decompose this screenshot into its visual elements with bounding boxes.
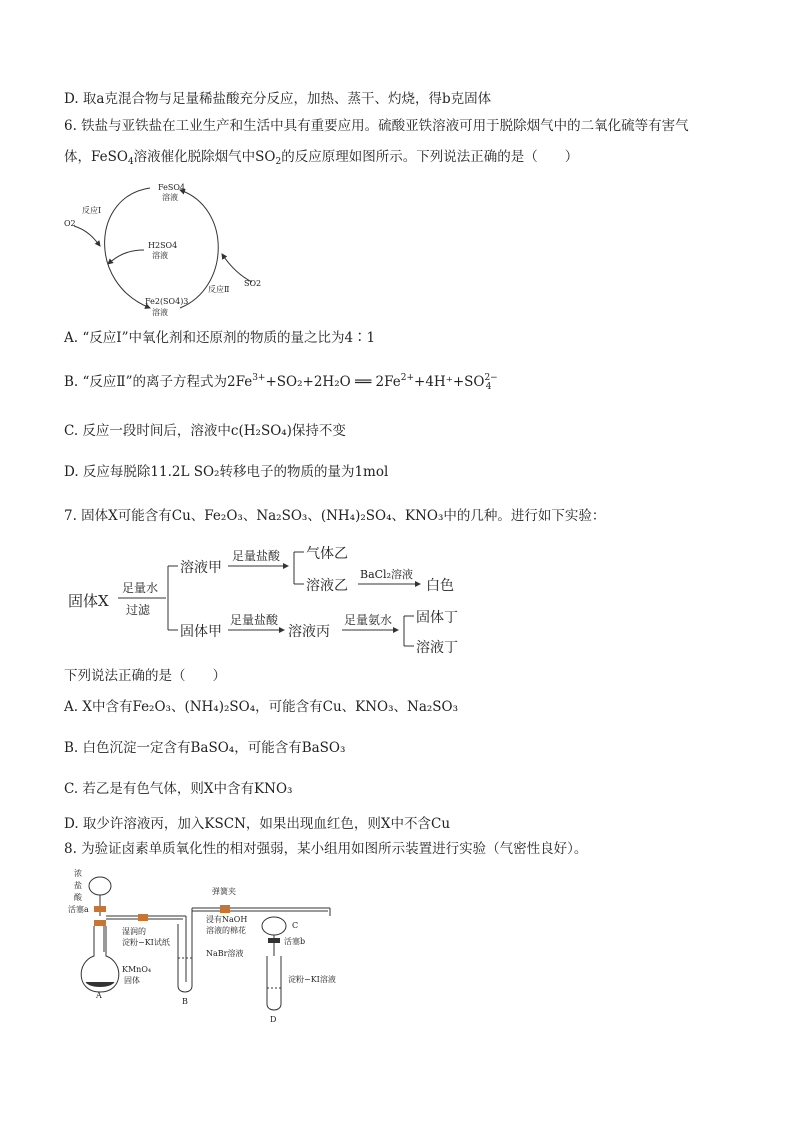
q6-stem-line1: 6. 铁盐与亚铁盐在工业生产和生活中具有重要应用。硫酸亚铁溶液可用于脱除烟气中的二氧化硫等有害气: [64, 118, 689, 134]
label-react2: 反应Ⅱ: [208, 285, 230, 294]
label-solid: 固体: [124, 976, 140, 985]
q6-sup: 2+: [400, 373, 415, 383]
so2-arrow: [222, 254, 252, 282]
q7-ask: 下列说法正确的是（ ）: [64, 668, 226, 684]
q8-stem: 8. 为验证卤素单质氧化性的相对强弱，某小组用如图所示装置进行实验（气密性良好）。: [64, 841, 588, 857]
q7-option-d: D. 取少许溶液丙，加入KSCN，如果出现血红色，则X中不含Cu: [64, 816, 451, 832]
q6-option-b-post: +4H⁺+SO: [414, 374, 485, 390]
flow-solid-x: 固体X: [68, 592, 109, 610]
q6-stem-part-b: 溶液催化脱除烟气中SO: [133, 149, 276, 165]
label-o2: O2: [64, 219, 76, 228]
label-kmno4: KMnO₄: [122, 965, 152, 974]
flow-ammonia: 足量氨水: [344, 613, 393, 627]
tube-joint: [138, 914, 148, 921]
flow-solid-jia: 固体甲: [180, 624, 222, 640]
q6-sub: 4: [127, 157, 134, 167]
label-feso4: FeSO4: [158, 183, 185, 192]
test-tube-d: [267, 956, 281, 1010]
q8-apparatus-diagram: [60, 864, 370, 1026]
label-a: A: [96, 991, 102, 1000]
label-h2so4: H2SO4: [148, 241, 178, 250]
q7-stem: 7. 固体X可能含有Cu、Fe₂O₃、Na₂SO₃、(NH₄)₂SO₄、KNO₃中的几种。进行如下实验：: [64, 508, 606, 524]
test-tube-b: [178, 924, 192, 992]
label-nabr: NaBr溶液: [206, 949, 244, 958]
q5-option-d: D. 取a克混合物与足量稀盐酸充分反应，加热、蒸干、灼烧，得b克固体: [64, 91, 492, 107]
o2-arrow: [74, 226, 100, 246]
label-d: D: [270, 1015, 277, 1024]
q6-option-c: C. 反应一段时间后，溶液中c(H₂SO₄)保持不变: [64, 423, 346, 439]
label-wet-1: 湿润的: [122, 927, 146, 936]
label-so2: SO2: [244, 279, 262, 288]
label-c: C: [292, 921, 299, 930]
q6-option-a: A. “反应Ⅰ”中氧化剂和还原剂的物质的量之比为4∶1: [64, 330, 376, 346]
q7-flowchart: [62, 538, 472, 660]
flow-white: 白色: [426, 578, 454, 594]
label-fe2so43: Fe2(SO4)3: [145, 297, 189, 306]
label-starch-ki: 淀粉−KI溶液: [288, 975, 336, 984]
q6-sup: 2−: [484, 373, 498, 383]
label-stopcock-b: 活塞b: [284, 937, 306, 946]
q6-option-b-eq: +SO₂+2H₂O ══ 2Fe: [265, 374, 401, 390]
label-feso4-sol: 溶液: [162, 193, 178, 202]
label-h2so4-sol: 溶液: [152, 251, 168, 260]
stopcock-b-icon: [268, 938, 280, 943]
cycle-arc-left: [105, 188, 150, 308]
flow-bacl2: BaCl₂溶液: [360, 568, 413, 581]
stopper-a: [94, 920, 106, 926]
stopcock-a-icon: [94, 906, 106, 912]
h2so4-arrow: [108, 250, 144, 264]
label-stopcock-a: 活塞a: [68, 905, 89, 914]
label-hcl-salt: 盐: [74, 881, 82, 890]
q6-stem-line2: [64, 148, 578, 171]
flow-sol-bing: 溶液丙: [288, 624, 330, 640]
spring-clip-icon: [220, 905, 230, 913]
funnel-a-bulb: [89, 877, 111, 895]
label-fe2so43-sol: 溶液: [152, 308, 168, 317]
label-acid: 酸: [74, 893, 82, 902]
flow-sol-ding: 溶液丁: [416, 640, 458, 656]
funnel-c: [262, 917, 286, 935]
flow-solid-ding: 固体丁: [416, 610, 458, 626]
label-conc: 浓: [74, 869, 82, 878]
flow-water: 足量水: [122, 581, 159, 595]
label-naoh-1: 浸有NaOH: [206, 915, 248, 924]
q6-option-d: D. 反应每脱除11.2L SO₂转移电子的物质的量为1mol: [64, 464, 389, 480]
label-naoh-2: 溶液的棉花: [206, 926, 246, 935]
q6-option-b: [64, 369, 498, 396]
label-react1: 反应Ⅰ: [82, 206, 102, 215]
flow-hcl-2: 足量盐酸: [230, 613, 279, 627]
kmno4-solid: [86, 982, 114, 987]
q7-option-c: C. 若乙是有色气体，则X中含有KNO₃: [64, 781, 293, 797]
flow-sol-yi: 溶液乙: [306, 578, 348, 594]
q6-stem-part-c: 的反应原理如图所示。下列说法正确的是（ ）: [281, 149, 579, 165]
label-wet-2: 淀粉−KI试纸: [122, 938, 170, 947]
q6-sup: 3+: [252, 373, 266, 383]
flow-hcl-1: 足量盐酸: [232, 549, 281, 563]
q6-option-b-pre: B. “反应Ⅱ”的离子方程式为2Fe: [64, 374, 253, 390]
flow-gas-yi: 气体乙: [306, 546, 348, 562]
q6-stem-part-a: 体，FeSO: [64, 149, 128, 165]
flow-filter: 过滤: [126, 603, 151, 617]
q7-option-a: A. X中含有Fe₂O₃、(NH₄)₂SO₄，可能含有Cu、KNO₃、Na₂SO₃: [64, 699, 459, 715]
q6-sub: 4: [485, 382, 492, 392]
q6-cycle-diagram: [62, 178, 272, 326]
label-spring-clip: 弹簧夹: [212, 887, 236, 896]
q7-option-b: B. 白色沉淀一定含有BaSO₄，可能含有BaSO₃: [64, 740, 346, 756]
label-b: B: [182, 997, 188, 1006]
flow-sol-jia: 溶液甲: [180, 560, 222, 576]
q6-sub: 2: [275, 157, 282, 167]
